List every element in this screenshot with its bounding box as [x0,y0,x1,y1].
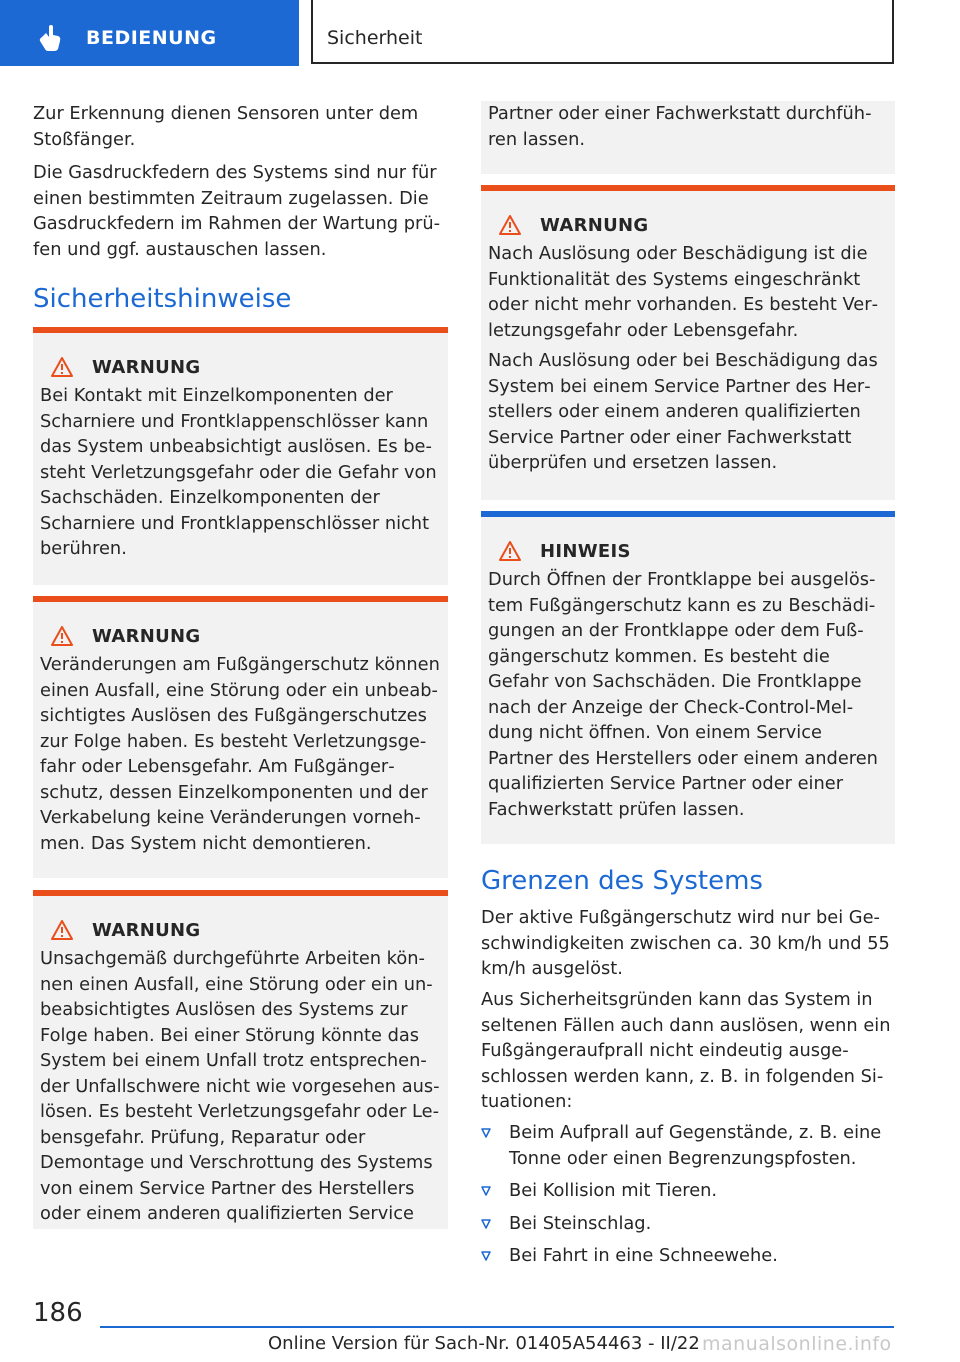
notice-header [488,539,888,563]
warning-triangle-icon [498,214,522,236]
list-item-text: Bei Fahrt in eine Schneewehe. [509,1245,778,1266]
list-item [481,1178,895,1204]
page-number: 186 [33,1298,83,1328]
warning-box-2 [33,596,448,878]
intro-paragraph-2: Die Gasdruckfedern des Systems sind nur für einen bestimmten Zeitraum zugelassen. Die Gasdruckfedern im Rahmen der Wartung prüfen und ggf. austauschen lassen. [33,162,441,260]
notice-title: HINWEIS [540,540,631,562]
warning-triangle-icon [50,356,74,378]
warning-text-1: Nach Auslösung oder Beschädigung ist die Funktionalität des Systems eingeschränkt oder nicht mehr vorhanden. Es besteht Verletzungsgefahr oder Lebensgefahr. [488,243,878,341]
warning-bar [33,596,448,602]
triangle-bullet-icon [481,1251,491,1261]
warning-text: Unsachgemäß durchgeführte Arbeiten können einen Ausfall, eine Störung oder ein unbeabsichtigtes Auslösen des Systems zur Folge haben. Bei einer Störung könnte das System bei einem Unfall trotz entsprechender Unfallschwere nicht wie vorgesehen auslösen. Es besteht Verletzungsgefahr oder Lebensgefahr. Prüfung, Reparatur oder Demontage und Verschrottung des Systems von einem Service Partner des Herstellers oder einem anderen qualifizierten Service [40,948,440,1224]
list-item-text: Beim Aufprall auf Gegenstände, z. B. eine Tonne oder einen Begrenzungspfosten. [509,1122,882,1169]
warning-header [40,355,441,379]
warning-text-2: Nach Auslösung oder bei Beschädigung das System bei einem Service Partner des Herstellers oder einem anderen qualifizierten Service Partner oder einer Fachwerkstatt überprüfen und ersetzen lassen. [488,350,878,473]
triangle-bullet-icon [481,1219,491,1229]
warning-triangle-icon [50,919,74,941]
notice-triangle-icon [498,540,522,562]
triangle-bullet-icon [481,1186,491,1196]
section-label: Sicherheit [327,27,423,49]
warning-triangle-icon [50,625,74,647]
warning-bar [33,890,448,896]
continued-warning-text: Partner oder einer Fachwerkstatt durchführen lassen. [488,103,872,150]
warning-header [488,213,888,237]
warning-bar [33,327,448,333]
triangle-bullet-icon [481,1128,491,1138]
warning-header [40,918,441,942]
limits-paragraph-2: Aus Sicherheitsgründen kann das System in seltenen Fällen auch dann auslösen, wenn ein Fußgängeraufprall nicht eindeutig ausgeschlossen werden kann, z. B. in folgenden Situationen: [481,989,891,1112]
footer-divider [100,1326,894,1328]
warning-bar [481,185,895,191]
warning-title: WARNUNG [92,356,201,378]
warning-title: WARNUNG [92,625,201,647]
warning-text: Bei Kontakt mit Einzelkomponenten der Scharniere und Frontklappenschlösser kann das System unbeabsichtigt auslösen. Es besteht Verletzungsgefahr oder die Gefahr von Sachschäden. Einzelkomponenten der Scharniere und Frontklappenschlösser nicht berühren. [40,385,437,559]
warning-text: Veränderungen am Fußgängerschutz können einen Ausfall, eine Störung oder ein unbeabsichtigtes Auslösen des Fußgängerschutzes zur Folge haben. Es besteht Verletzungsgefahr oder Lebensgefahr. Am Fußgängerschutz, dessen Einzelkomponenten und der Verkabelung keine Veränderungen vornehmen. Das System nicht demontieren. [40,654,440,854]
section-header [311,0,894,64]
list-item [481,1120,895,1171]
list-item-text: Bei Kollision mit Tieren. [509,1180,718,1201]
list-item [481,1211,895,1237]
hand-touch-icon [36,24,64,52]
warning-box-1 [33,327,448,585]
notice-bar [481,511,895,517]
warning-header [40,624,441,648]
section-heading-limits: Grenzen des Systems [481,866,763,896]
warning-box-3 [33,890,448,1229]
chapter-tab [0,0,299,66]
intro-paragraph-1: Zur Erkennung dienen Sensoren unter dem Stoßfänger. [33,103,419,150]
online-version-text: Online Version für Sach-Nr. 01405A54463 - II/22 [268,1333,700,1354]
warning-title: WARNUNG [92,919,201,941]
list-item-text: Bei Steinschlag. [509,1212,652,1234]
situation-list [481,1120,895,1276]
notice-text: Durch Öffnen der Frontklappe bei ausgelöstem Fußgängerschutz kann es zu Beschädigungen an der Frontklappe oder dem Fußgängerschutz kommen. Es besteht die Gefahr von Sachschäden. Die Frontklappe nach der Anzeige der Check-Control-Meldung nicht öffnen. Von einem Service Partner des Herstellers oder einem anderen qualifizierten Service Partner oder einer Fachwerkstatt prüfen lassen. [488,569,878,820]
watermark: manualsonline.info [702,1333,892,1355]
continued-warning-box [481,101,895,174]
list-item [481,1243,895,1269]
section-heading-safety: Sicherheitshinweise [33,284,292,314]
chapter-label: BEDIENUNG [86,27,217,49]
notice-box [481,511,895,844]
warning-box-4 [481,185,895,500]
warning-title: WARNUNG [540,214,649,236]
limits-paragraph-1: Der aktive Fußgängerschutz wird nur bei Geschwindigkeiten zwischen ca. 30 km/h und 55 km/h ausgelöst. [481,907,890,979]
